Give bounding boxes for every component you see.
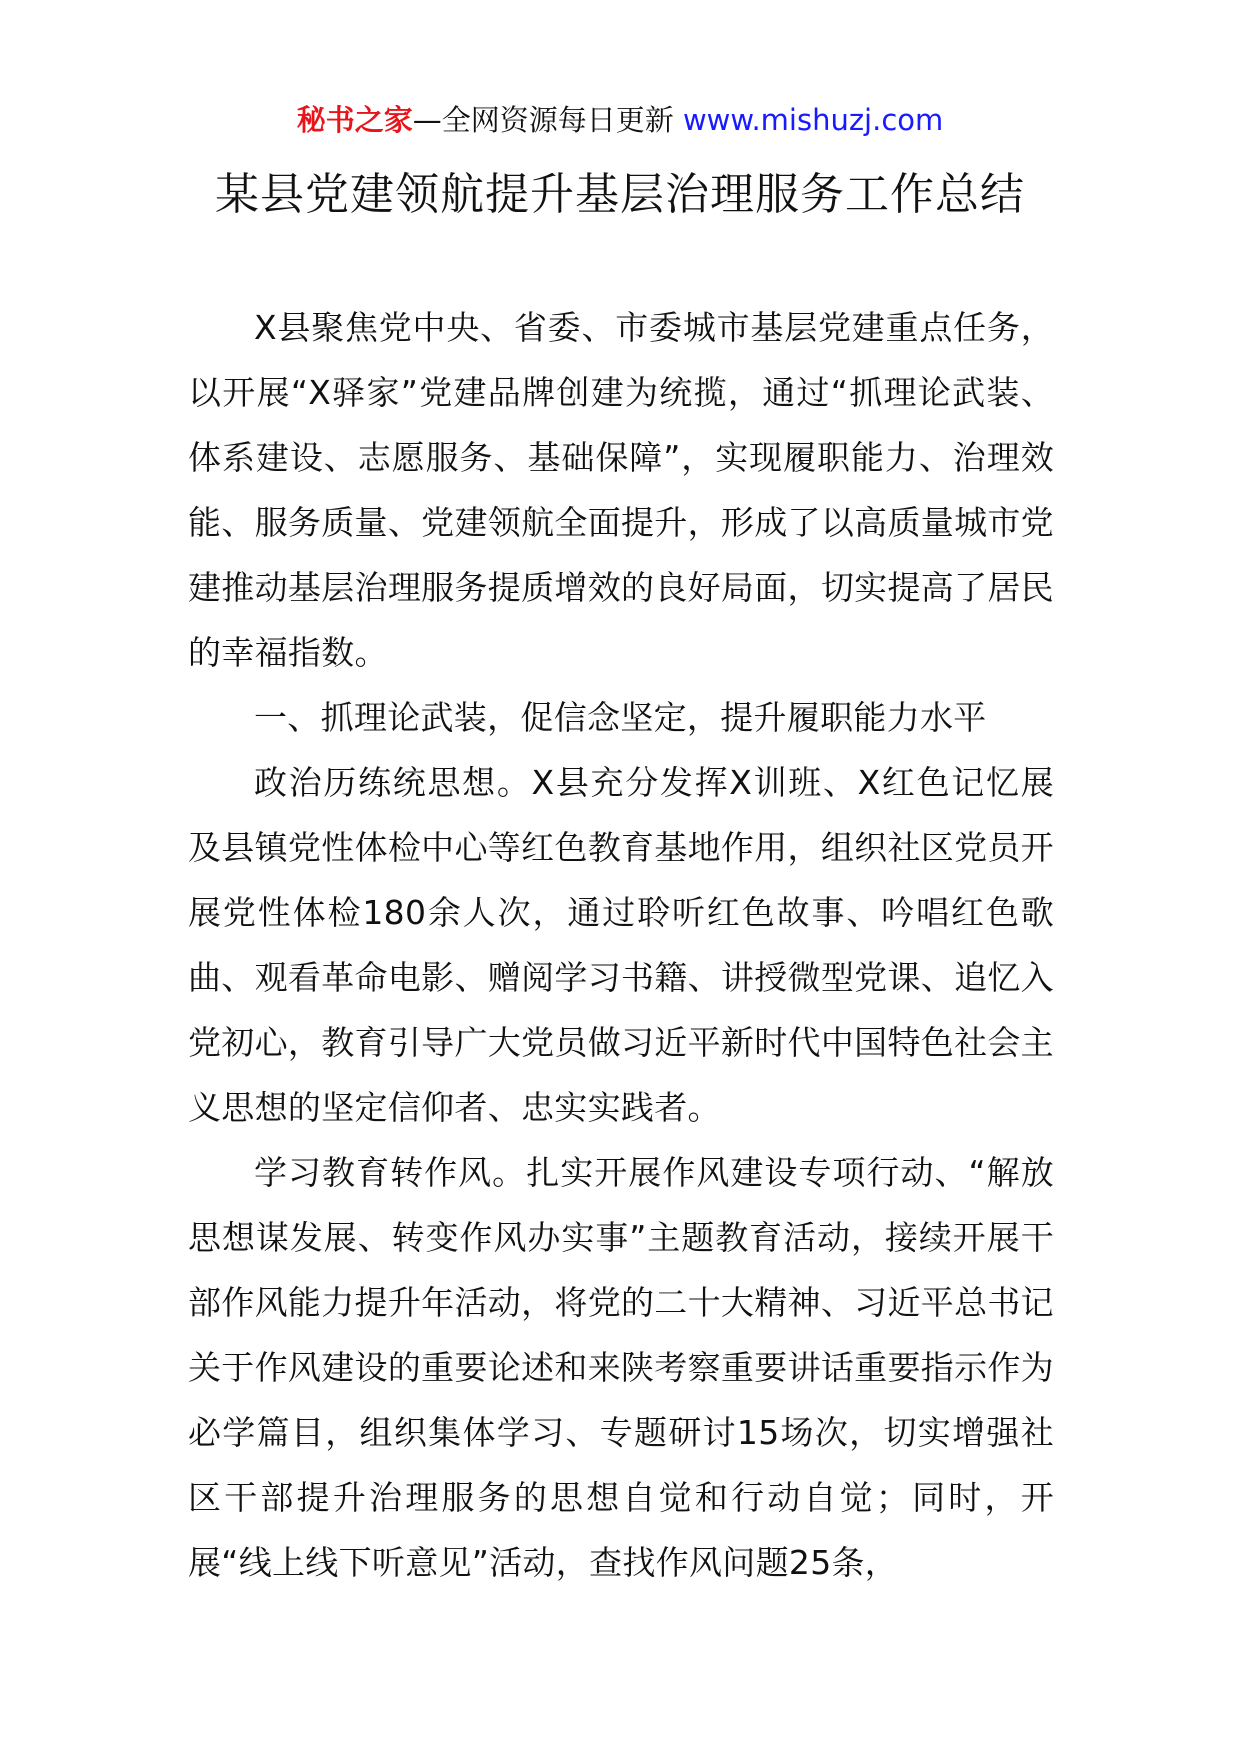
site-url-link[interactable]: www.mishuzj.com: [682, 103, 944, 137]
document-title: 某县党建领航提升基层治理服务工作总结: [215, 169, 1025, 220]
document-body: [188, 295, 1054, 1595]
site-tagline: —全网资源每日更新: [412, 103, 674, 137]
section-heading: 一、抓理论武装，促信念坚定，提升履职能力水平: [254, 698, 987, 737]
site-brand: 秘书之家: [296, 103, 413, 137]
body-paragraph: 政治历练统思想。X县充分发挥X训班、X红色记忆展及县镇党性体检中心等红色教育基地作用，组织社区党员开展党性体检180余人次，通过聆听红色故事、吟唱红色歌曲、观看革命电影、赠阅学习书籍、讲授微型党课、追忆入党初心，教育引导广大党员做习近平新时代中国特色社会主义思想的坚定信仰者、忠实实践者。: [188, 763, 1054, 1127]
site-header: [0, 100, 1240, 140]
intro-paragraph: X县聚焦党中央、省委、市委城市基层党建重点任务，以开展“X驿家”党建品牌创建为统揽，通过“抓理论武装、体系建设、志愿服务、基础保障”，实现履职能力、治理效能、服务质量、党建领航全面提升，形成了以高质量城市党建推动基层治理服务提质增效的良好局面，切实提高了居民的幸福指数。: [188, 308, 1054, 672]
body-paragraph: 学习教育转作风。扎实开展作风建设专项行动、“解放思想谋发展、转变作风办实事”主题教育活动，接续开展干部作风能力提升年活动，将党的二十大精神、习近平总书记关于作风建设的重要论述和来陕考察重要讲话重要指示作为必学篇目，组织集体学习、专题研讨15场次，切实增强社区干部提升治理服务的思想自觉和行动自觉；同时，开展“线上线下听意见”活动，查找作风问题25条，: [188, 1153, 1054, 1582]
